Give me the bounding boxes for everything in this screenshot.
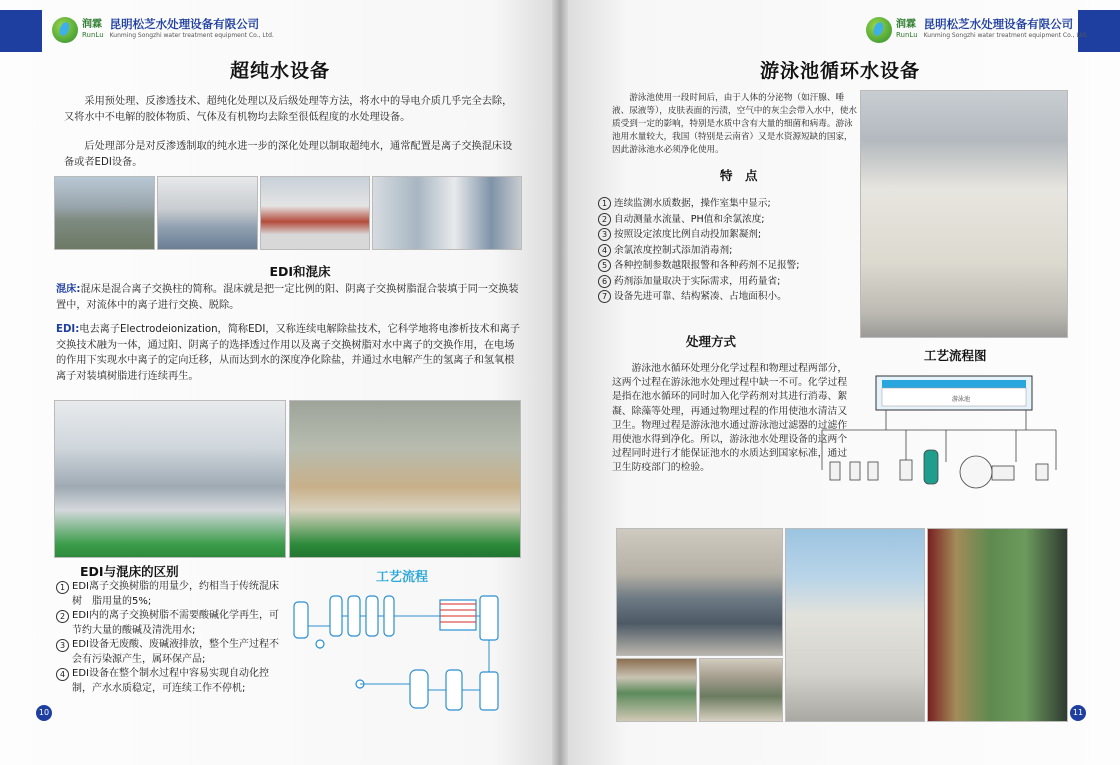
- equipment-photo: [157, 176, 258, 250]
- brand-name-en: RunLu: [82, 31, 104, 39]
- company-logo: [52, 14, 274, 46]
- company-name: 昆明松芝水处理设备有限公司: [109, 17, 260, 31]
- list-item: 2 EDI内的离子交换树脂不需要酸碱化学再生，可节约大量的酸碱及清洗用水;: [56, 609, 286, 638]
- brand-name: 润霖: [82, 19, 102, 30]
- section-title-difference: EDI与混床的区别: [80, 564, 179, 579]
- company-name: 昆明松芝水处理设备有限公司: [923, 17, 1074, 31]
- pool-filter-system-photo: [860, 90, 1068, 338]
- list-item: 4 EDI设备在整个制水过程中容易实现自动化控制，产水水质稳定，可连续工作不停机;: [56, 667, 286, 696]
- list-item: 3 EDI设备无废酸、废碱液排放，整个生产过程不会有污染源产生，属环保产品;: [56, 638, 286, 667]
- equipment-photo: [260, 176, 370, 250]
- list-item: 2 自动测量水流量、PH值和余氯浓度;: [598, 212, 856, 228]
- list-item: 7 设备先进可靠、结构紧凑、占地面积小。: [598, 289, 856, 305]
- pool-label: 游泳池: [952, 396, 971, 403]
- page-title: 超纯水设备: [229, 60, 330, 82]
- intro-paragraph-1: 采用预处理、反渗透技术、超纯化处理以及后级处理等方法，将水中的导电介质几乎完全去除，又将水中不电解的胶体物质、气体及有机物均去除至很低程度的水处理设备。: [64, 96, 513, 123]
- mixed-bed-text: 混床是混合离子交换柱的简称。混床就是把一定比例的阳、阴离子交换树脂混合装填于同一交换装置中，对流体中的离子进行交换、脱除。: [56, 284, 519, 311]
- company-name-en: Kunming Songzhi water treatment equipment Co., Ltd.: [109, 32, 274, 39]
- features-list: [598, 196, 856, 305]
- corner-bar-left: [0, 10, 42, 52]
- sand-filter-photo: [616, 528, 783, 656]
- brand-name: 润霖: [896, 19, 916, 30]
- list-item: 3 按照设定浓度比例自动投加絮凝剂;: [598, 227, 856, 243]
- equipment-photo: [54, 176, 155, 250]
- mixed-bed-term: 混床:: [56, 284, 81, 295]
- page-number-right: 11: [1070, 705, 1086, 721]
- book-spine: [552, 0, 568, 765]
- page-number-left: 10: [36, 705, 52, 721]
- difference-list: [56, 580, 286, 696]
- features-title: 特 点: [720, 168, 758, 183]
- method-title: 处理方式: [686, 334, 737, 349]
- filter-tanks-photo: [699, 658, 783, 722]
- list-item: 6 药剂添加量取决于实际需求，用药量省;: [598, 274, 856, 290]
- edi-text: 电去离子Electrodeionization，简称EDI，又称连续电解除盐技术，它科学地将电渗析技术和离子交换技术融为一体，通过阳、阴离子的选择透过作用以及离子交换树脂对水中离子的交换作用，在电场的作用下实现水中离子的定向迁移，从而达到水的深度净化除盐，并通过水电解产生的氢离子和氢氧根离子对装填树脂进行连续再生。: [56, 324, 521, 382]
- water-drop-logo-icon: [866, 17, 892, 43]
- process-flow-label: 工艺流程: [376, 570, 429, 585]
- process-diagram-title: 工艺流程图: [924, 348, 987, 363]
- pool-filter-tower-photo: [785, 528, 925, 722]
- pool-process-diagram: [816, 370, 1068, 510]
- company-name-en: Kunming Songzhi water treatment equipment Co., Ltd.: [923, 32, 1088, 39]
- right-page: [560, 0, 1120, 765]
- equipment-photo: [372, 176, 522, 250]
- list-item: 5 各种控制参数越限报警和各种药剂不足报警;: [598, 258, 856, 274]
- list-item: 1 连续监测水质数据，操作室集中显示;: [598, 196, 856, 212]
- section-title-edi-mixed-bed: EDI和混床: [269, 264, 331, 279]
- brand-name-en: RunLu: [896, 31, 918, 39]
- page-title: 游泳池循环水设备: [759, 60, 920, 82]
- filter-tanks-photo: [616, 658, 697, 722]
- edi-process-diagram: [290, 586, 522, 718]
- mixed-bed-system-photo: [289, 400, 521, 558]
- mixed-bed-paragraph: [56, 282, 524, 313]
- edi-paragraph: [56, 322, 524, 384]
- edi-term: EDI:: [56, 324, 80, 335]
- list-item: 4 余氯浓度控制式添加消毒剂;: [598, 243, 856, 259]
- company-logo: [866, 14, 1088, 46]
- method-paragraph: 游泳池水循环处理分化学过程和物理过程两部分，这两个过程在游泳池水处理过程中缺一不可。化学过程是指在池水循环的同时加入化学药剂对其进行消毒、絮凝、除藻等处理，再通过物理过程的作用使池水清洁又卫生。物理过程是游泳池水通过游泳池过滤器的过滤作用使池水得到净化。所以，游泳池水处理设备的这两个过程同时进行才能保证池水的水质达到国家标准，通过卫生防疫部门的检验。: [612, 363, 848, 474]
- intro-paragraph: 游泳池使用一段时间后，由于人体的分泌物（如汗腺、唾液、尿液等），皮肤表面的污渍，空气中的灰尘会带入水中，使水质受到一定的影响，特别是水质中含有大量的细菌和病毒。游泳池用水量较大，我国（特别是云南省）又是水资源短缺的国家，因此游泳池水必须净化使用。: [612, 93, 857, 155]
- edi-system-photo: [54, 400, 286, 558]
- list-item: 1 EDI离子交换树脂的用量少，约相当于传统混床树 脂用量的5%;: [56, 580, 286, 609]
- water-drop-logo-icon: [52, 17, 78, 43]
- fiberglass-tanks-photo: [927, 528, 1068, 722]
- intro-paragraph-2: 后处理部分是对反渗透制取的纯水进一步的深化处理以制取超纯水，通常配置是离子交换混床设备或者EDI设备。: [64, 141, 513, 168]
